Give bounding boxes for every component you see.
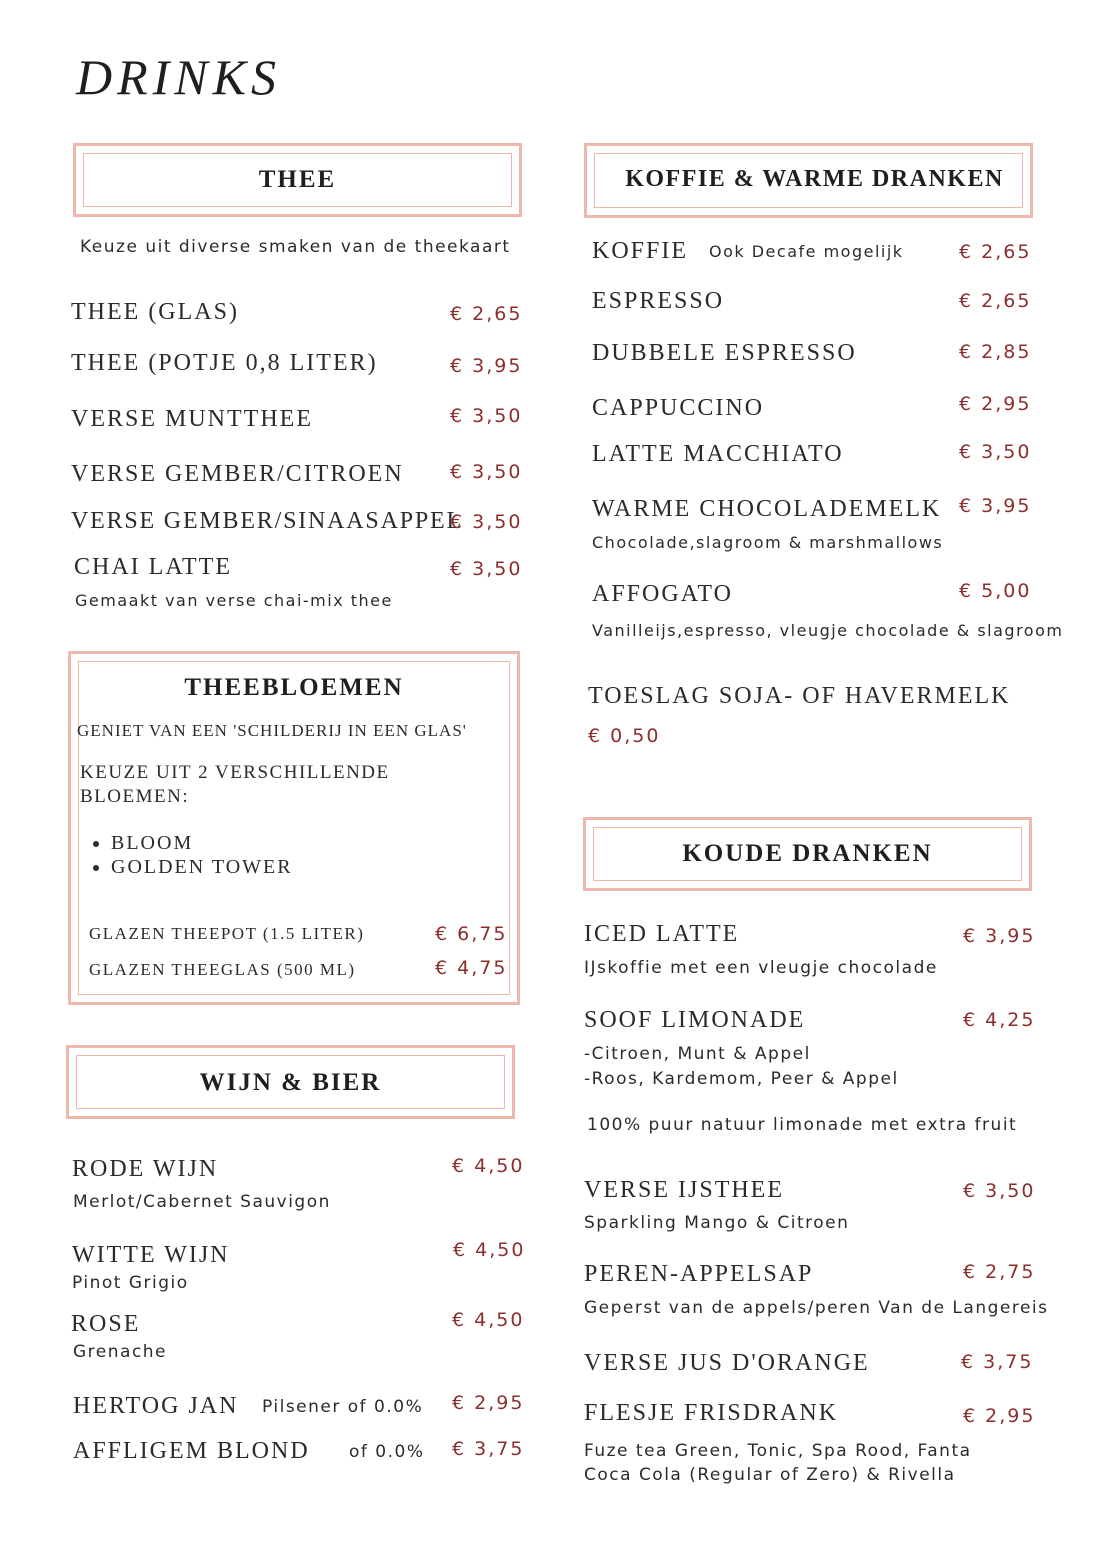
- menu-item-price: € 2,65: [959, 290, 1032, 312]
- menu-item-price: € 2,85: [959, 341, 1032, 363]
- menu-item-name: GLAZEN THEEGLAS (500 ML): [89, 960, 356, 979]
- menu-item-price: € 3,95: [963, 925, 1036, 947]
- menu-item-desc: Chocolade,slagroom & marshmallows: [592, 533, 944, 552]
- menu-item-desc: Coca Cola (Regular of Zero) & Rivella: [584, 1465, 956, 1485]
- menu-item-price: € 3,95: [450, 355, 523, 377]
- menu-item-price: € 2,95: [963, 1405, 1036, 1427]
- menu-item-price: € 3,50: [963, 1180, 1036, 1202]
- menu-item-name: KOFFIE: [592, 238, 689, 264]
- menu-item-name: FLESJE FRISDRANK: [584, 1400, 839, 1426]
- menu-item-name: AFFLIGEM BLOND: [73, 1438, 310, 1464]
- menu-item-name: ESPRESSO: [592, 288, 725, 314]
- menu-item-name: GLAZEN THEEPOT (1.5 LITER): [89, 924, 365, 943]
- menu-item-name: CHAI LATTE: [74, 554, 232, 580]
- menu-item-desc: Geperst van de appels/peren Van de Langereis: [584, 1298, 1049, 1318]
- menu-item-price: € 2,65: [450, 303, 523, 325]
- menu-item-price: € 3,75: [961, 1351, 1034, 1373]
- bloom-option: • GOLDEN TOWER: [111, 855, 293, 879]
- menu-item-price: € 4,25: [963, 1009, 1036, 1031]
- theebloemen-heading: THEEBLOEMEN: [184, 674, 404, 701]
- menu-item-name: THEE (GLAS): [71, 299, 239, 325]
- menu-item-price: € 2,95: [959, 393, 1032, 415]
- menu-item-name: DUBBELE ESPRESSO: [592, 340, 857, 366]
- menu-item-name: ICED LATTE: [584, 921, 740, 947]
- menu-item-name: VERSE IJSTHEE: [584, 1177, 784, 1203]
- menu-item-desc: 100% puur natuur limonade met extra fruit: [587, 1115, 1018, 1135]
- menu-item-price: € 5,00: [959, 580, 1032, 602]
- wijn-bier-heading: WIJN & BIER: [199, 1069, 382, 1096]
- menu-item-name: ROSE: [71, 1311, 141, 1337]
- theebloemen-tagline: GENIET VAN EEN 'SCHILDERIJ IN EEN GLAS': [77, 721, 467, 740]
- menu-item-desc: Grenache: [73, 1342, 168, 1362]
- supplement-name: TOESLAG SOJA- OF HAVERMELK: [588, 683, 1011, 709]
- menu-item-price: € 2,95: [452, 1392, 525, 1414]
- thee-header-box: [73, 143, 522, 217]
- menu-item-name: VERSE MUNTTHEE: [71, 406, 313, 432]
- menu-item-name: THEE (POTJE 0,8 LITER): [71, 350, 378, 376]
- menu-item-name: VERSE GEMBER/CITROEN: [71, 461, 404, 487]
- menu-item-price: € 4,50: [452, 1155, 525, 1177]
- menu-item-name: LATTE MACCHIATO: [592, 441, 844, 467]
- menu-item-price: € 3,95: [959, 495, 1032, 517]
- page-title: DRINKS: [76, 49, 281, 105]
- theebloemen-box: [68, 651, 520, 1005]
- menu-item-desc: -Citroen, Munt & Appel: [584, 1044, 811, 1064]
- menu-item-name: VERSE JUS D'ORANGE: [584, 1350, 870, 1376]
- menu-item-desc: Merlot/Cabernet Sauvigon: [73, 1192, 331, 1212]
- menu-item-price: € 4,75: [435, 957, 508, 979]
- menu-item-price: € 3,75: [452, 1438, 525, 1460]
- menu-item-desc: -Roos, Kardemom, Peer & Appel: [584, 1069, 899, 1089]
- wijn-bier-header-box: [66, 1045, 515, 1119]
- menu-item-price: € 4,50: [452, 1309, 525, 1331]
- koude-header-box: [583, 817, 1032, 891]
- supplement-price: € 0,50: [588, 725, 661, 747]
- menu-item-price: € 4,50: [453, 1239, 526, 1261]
- menu-item-name: HERTOG JAN: [73, 1393, 239, 1419]
- menu-item-name: AFFOGATO: [592, 581, 733, 607]
- menu-item-price: € 3,50: [450, 511, 523, 533]
- menu-item-price: € 6,75: [435, 923, 508, 945]
- menu-item-note: Ook Decafe mogelijk: [709, 242, 904, 261]
- menu-item-desc: IJskoffie met een vleugje chocolade: [584, 958, 938, 978]
- theebloemen-choice-line2: BLOEMEN:: [80, 786, 190, 807]
- menu-item-price: € 3,50: [450, 558, 523, 580]
- menu-item-name: PEREN-APPELSAP: [584, 1261, 814, 1287]
- menu-item-desc: Sparkling Mango & Citroen: [584, 1213, 850, 1233]
- koffie-heading: KOFFIE & WARME DRANKEN: [625, 166, 1004, 192]
- menu-item-price: € 3,50: [959, 441, 1032, 463]
- menu-item-price: € 2,75: [963, 1261, 1036, 1283]
- menu-item-price: € 3,50: [450, 405, 523, 427]
- menu-item-name: WITTE WIJN: [72, 1242, 230, 1268]
- menu-item-name: RODE WIJN: [72, 1156, 219, 1182]
- koffie-header-box: [584, 143, 1033, 218]
- theebloemen-choice-line1: KEUZE UIT 2 VERSCHILLENDE: [80, 762, 390, 783]
- menu-item-desc: Fuze tea Green, Tonic, Spa Rood, Fanta: [584, 1441, 972, 1461]
- menu-item-name: VERSE GEMBER/SINAASAPPEL: [71, 508, 463, 534]
- menu-item-desc: Vanilleijs,espresso, vleugje chocolade & slagroom: [592, 621, 1064, 640]
- menu-item-name: CAPPUCCINO: [592, 395, 765, 421]
- menu-item-price: € 3,50: [450, 461, 523, 483]
- thee-intro: Keuze uit diverse smaken van de theekaart: [80, 237, 511, 257]
- thee-heading: THEE: [258, 166, 337, 193]
- menu-item-note: of 0.0%: [349, 1442, 425, 1462]
- menu-item-name: WARME CHOCOLADEMELK: [592, 496, 942, 522]
- menu-item-name: SOOF LIMONADE: [584, 1007, 806, 1033]
- bloom-options-list: [73, 831, 293, 879]
- koude-heading: KOUDE DRANKEN: [682, 840, 933, 867]
- menu-item-note: Pilsener of 0.0%: [262, 1397, 424, 1417]
- menu-item-price: € 2,65: [959, 241, 1032, 263]
- bloom-option: • BLOOM: [111, 831, 293, 855]
- menu-item-desc: Pinot Grigio: [72, 1273, 189, 1293]
- menu-item-desc: Gemaakt van verse chai-mix thee: [75, 591, 393, 610]
